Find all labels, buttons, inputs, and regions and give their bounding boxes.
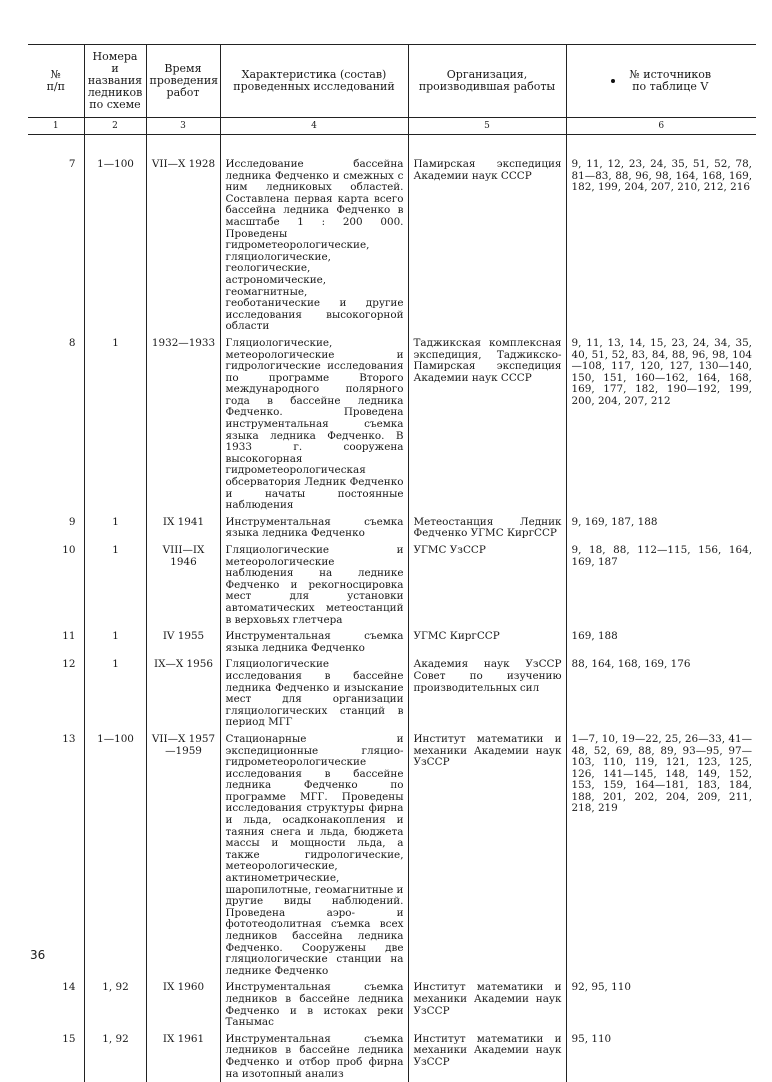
row-sources: 95, 110 bbox=[566, 1031, 756, 1082]
header-no: № п/п bbox=[28, 45, 84, 118]
row-description: Исследование бассейна ледника Федченко и смежных с ним ледниковых областей. Составлена первая карта всего бассейна ледника Федченко в масштабе 1 : 200 000. Проведены гидрометеорологические, гляциологические, геологические, астрономические, геомагнитные, геоботанические и другие исследования высокогорной области bbox=[220, 135, 408, 335]
row-sources: 1—7, 10, 19—22, 25, 26—33, 41—48, 52, 69, 88, 89, 93—95, 97—103, 110, 119, 121, 123, 125, 126, 141—145, 148, 149, 152, 153, 159, 164—181, 183, 184, 188, 201, 202, 204, 209, 211, 218, 219 bbox=[566, 731, 756, 979]
row-number: 9 bbox=[68, 515, 76, 528]
row-time: IX 1961 bbox=[146, 1031, 220, 1082]
row-organization: УГМС КиргССР bbox=[408, 628, 566, 656]
table-row bbox=[28, 656, 756, 731]
table-row bbox=[28, 1031, 756, 1082]
column-number: 2 bbox=[84, 118, 146, 135]
column-number: 5 bbox=[408, 118, 566, 135]
row-description: Гляциологические, метеорологические и гидрологические исследования по программе Второго международного полярного года в бассейне ледника Федченко. Проведена инструментальная съемка языка ледника Федченко. В 1933 г. сооружена высокогорная гидрометеорологическая обсерватория Ледник Федченко и начаты постоянные наблюдения bbox=[220, 335, 408, 514]
header-row bbox=[28, 45, 756, 118]
row-glaciers: 1—100 bbox=[84, 135, 146, 335]
column-number: 6 bbox=[566, 118, 756, 135]
row-organization: Метеостанция Ледник Федченко УГМС КиргССР bbox=[408, 514, 566, 542]
row-number: 8 bbox=[68, 336, 76, 349]
header-sources: № источников по таблице V bbox=[566, 45, 756, 118]
table-row bbox=[28, 628, 756, 656]
header-description: Характеристика (состав) проведенных исследований bbox=[220, 45, 408, 118]
research-table bbox=[28, 44, 756, 1082]
row-number: 7 bbox=[68, 158, 76, 170]
row-time: VII—X 1957—1959 bbox=[146, 731, 220, 979]
header-organization: Организация, производившая работы bbox=[408, 45, 566, 118]
row-number: 14 bbox=[62, 981, 76, 994]
table-row bbox=[28, 542, 756, 628]
page-number: 36 bbox=[30, 948, 46, 962]
row-glaciers: 1 bbox=[84, 335, 146, 514]
row-glaciers: 1 bbox=[84, 628, 146, 656]
table-row bbox=[28, 514, 756, 542]
bullet-mark bbox=[611, 79, 615, 83]
table-row bbox=[28, 135, 756, 335]
row-sources: 9, 11, 13, 14, 15, 23, 24, 34, 35, 40, 51, 52, 83, 84, 88, 96, 98, 104—108, 117, 120, 127, 130—140, 150, 151, 160—162, 164, 168, 169, 177, 182, 190—192, 199, 200, 204, 207, 212 bbox=[566, 335, 756, 514]
header-glaciers: Номера и названия ледников по схеме bbox=[84, 45, 146, 118]
row-description: Инструментальная съемка ледников в бассейне ледника Федченко и отбор проб фирна на изотопный анализ bbox=[220, 1031, 408, 1082]
row-description: Гляциологические исследования в бассейне ледника Федченко и изыскание мест для организации гляциологических станций в период МГГ bbox=[220, 656, 408, 731]
row-time: IX 1941 bbox=[146, 514, 220, 542]
row-description: Инструментальная съемка ледников в бассейне ледника Федченко и в истоках реки Танымас bbox=[220, 979, 408, 1030]
header-time: Время проведения работ bbox=[146, 45, 220, 118]
row-organization: Институт математики и механики Академии наук УзССР bbox=[408, 1031, 566, 1082]
row-sources: 9, 169, 187, 188 bbox=[566, 514, 756, 542]
row-organization: УГМС УзССР bbox=[408, 542, 566, 628]
row-glaciers: 1, 92 bbox=[84, 979, 146, 1030]
column-number: 4 bbox=[220, 118, 408, 135]
table-row bbox=[28, 979, 756, 1030]
row-time: IX—X 1956 bbox=[146, 656, 220, 731]
row-organization: Академия наук УзССР Совет по изучению производительных сил bbox=[408, 656, 566, 731]
row-number: 11 bbox=[62, 630, 76, 643]
column-number: 1 bbox=[28, 118, 84, 135]
row-organization: Таджикская комплексная экспедиция, Таджикско-Памирская экспедиция Академии наук СССР bbox=[408, 335, 566, 514]
row-glaciers: 1—100 bbox=[84, 731, 146, 979]
row-time: 1932—1933 bbox=[146, 335, 220, 514]
row-number: 10 bbox=[62, 544, 76, 556]
row-glaciers: 1, 92 bbox=[84, 1031, 146, 1082]
row-description: Инструментальная съемка языка ледника Федченко bbox=[220, 628, 408, 656]
row-time: IV 1955 bbox=[146, 628, 220, 656]
row-number: 15 bbox=[62, 1032, 76, 1045]
row-sources: 92, 95, 110 bbox=[566, 979, 756, 1030]
column-number: 3 bbox=[146, 118, 220, 135]
row-number: 12 bbox=[62, 658, 76, 671]
row-sources: 9, 11, 12, 23, 24, 35, 51, 52, 78, 81—83, 88, 96, 98, 164, 168, 169, 182, 199, 204, 207, 210, 212, 216 bbox=[566, 135, 756, 335]
table-row bbox=[28, 731, 756, 979]
row-sources: 9, 18, 88, 112—115, 156, 164, 169, 187 bbox=[566, 542, 756, 628]
row-time: IX 1960 bbox=[146, 979, 220, 1030]
row-sources: 169, 188 bbox=[566, 628, 756, 656]
row-description: Гляциологические и метеорологические наблюдения на леднике Федченко и рекогносцировка мест для установки автоматических метеостанций в верховьях глетчера bbox=[220, 542, 408, 628]
row-organization: Памирская экспедиция Академии наук СССР bbox=[408, 135, 566, 335]
row-glaciers: 1 bbox=[84, 656, 146, 731]
row-organization: Институт математики и механики Академии наук УзССР bbox=[408, 731, 566, 979]
column-numbers-row bbox=[28, 118, 756, 135]
row-number: 13 bbox=[62, 732, 76, 745]
row-sources: 88, 164, 168, 169, 176 bbox=[566, 656, 756, 731]
table-row bbox=[28, 335, 756, 514]
row-description: Стационарные и экспедиционные гляцио-гидрометеорологические исследования в бассейне ледника Федченко по программе МГГ. Проведены исследования структуры фирна и льда, осадконакопления и таяния снега и льда, бюджета массы и мощности льда, а также гидрологические, метеорологические, актинометрические, шаропилотные, геомагнитные и другие виды наблюдений. Проведена аэро- и фототеодолитная съемка всех ледников бассейна ледника Федченко. Сооружены две гляциологические станции на леднике Федченко bbox=[220, 731, 408, 979]
row-glaciers: 1 bbox=[84, 514, 146, 542]
row-description: Инструментальная съемка языка ледника Федченко bbox=[220, 514, 408, 542]
row-time: VIII—IX 1946 bbox=[146, 542, 220, 628]
row-time: VII—X 1928 bbox=[146, 135, 220, 335]
row-organization: Институт математики и механики Академии наук УзССР bbox=[408, 979, 566, 1030]
row-glaciers: 1 bbox=[84, 542, 146, 628]
